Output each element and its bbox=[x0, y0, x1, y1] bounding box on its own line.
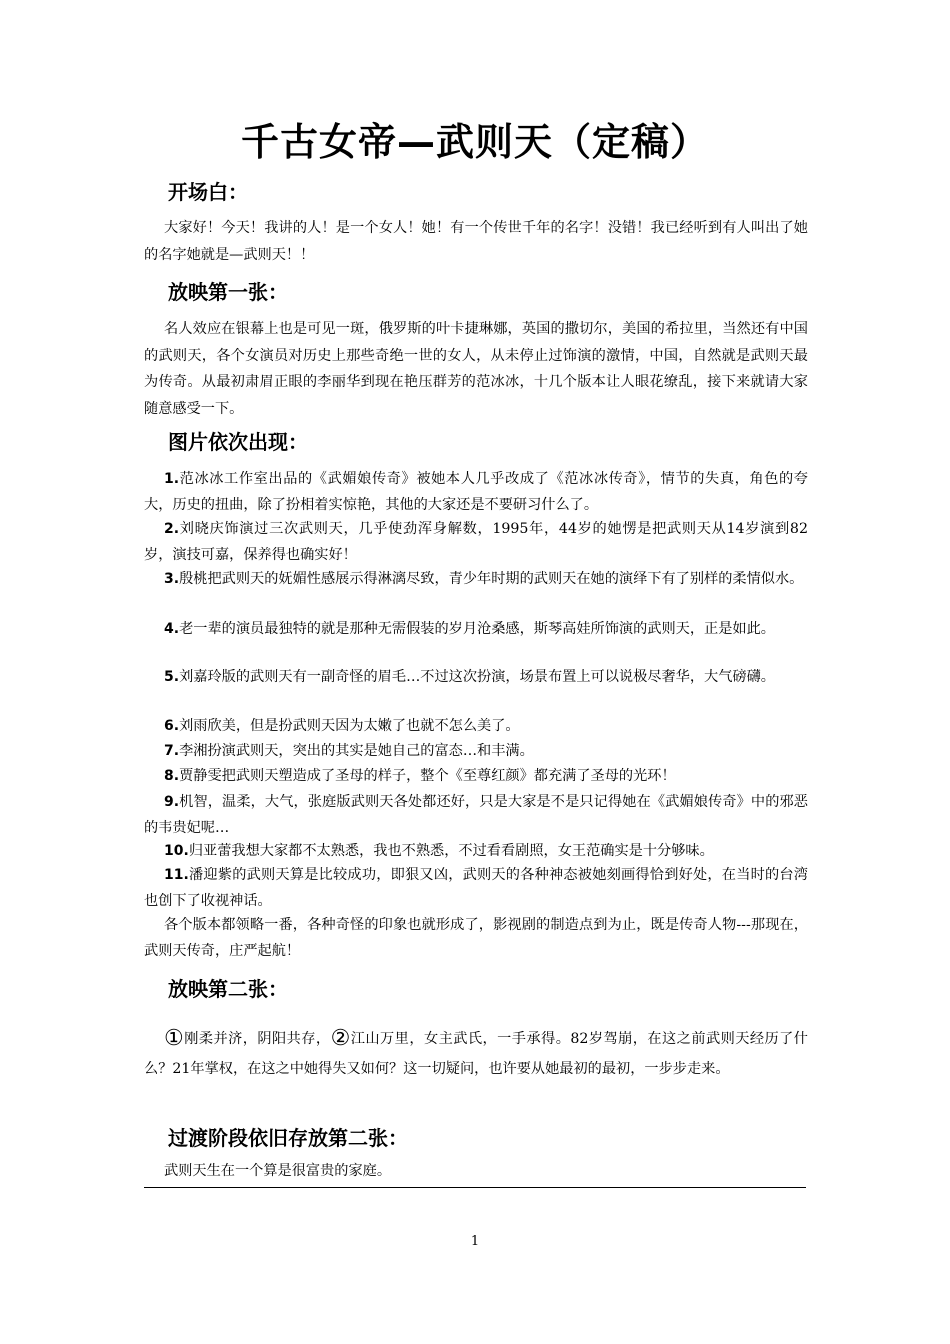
list-item-text: 殷桃把武则天的妩媚性感展示得淋漓尽致，青少年时期的武则天在她的演绎下有了别样的柔情似水。 bbox=[179, 571, 804, 587]
list-item-number: 11. bbox=[164, 867, 189, 883]
list-item-number: 1. bbox=[164, 471, 180, 487]
list-item-number: 9. bbox=[164, 794, 180, 810]
paragraph-slide2-part2: 江山万里，女主武氏，一手承得。82岁驾崩，在这之前武则天经历了什么？21年掌权，在这之中她得失又如何？这一切疑问，也许要从她最初的最初，一步步走来。 bbox=[144, 1031, 808, 1077]
list-item-7 bbox=[144, 738, 808, 764]
heading-pictures: 图片依次出现： bbox=[168, 430, 308, 454]
list-item-number: 10. bbox=[164, 843, 189, 859]
list-item-text: 刘晓庆饰演过三次武则天，几乎使劲浑身解数，1995年，44岁的她愣是把武则天从14岁演到82岁，演技可嘉，保养得也确实好！ bbox=[144, 521, 808, 563]
list-item-number: 4. bbox=[164, 621, 180, 637]
list-item-9 bbox=[144, 789, 808, 841]
list-item-2 bbox=[144, 516, 808, 568]
heading-slide1: 放映第一张： bbox=[168, 280, 288, 304]
page-number: 1 bbox=[470, 1234, 480, 1249]
circled-number-2: ② bbox=[330, 1026, 351, 1051]
list-item-8 bbox=[144, 763, 808, 789]
list-item-number: 3. bbox=[164, 571, 180, 587]
heading-slide2: 放映第二张： bbox=[168, 977, 288, 1001]
list-item-text: 范冰冰工作室出品的《武媚娘传奇》被她本人几乎改成了《范冰冰传奇》，情节的失真，角色的夸大，历史的扭曲，除了扮相着实惊艳，其他的大家还是不要研习什么了。 bbox=[144, 471, 808, 513]
document-title: 千古女帝—武则天（定稿） bbox=[240, 120, 709, 164]
list-item-text: 归亚蕾我想大家都不太熟悉，我也不熟悉，不过看看剧照，女王范确实是十分够味。 bbox=[188, 843, 714, 859]
list-item-10 bbox=[144, 838, 808, 864]
paragraph-slide1: 名人效应在银幕上也是可见一斑，俄罗斯的叶卡捷琳娜，英国的撒切尔，美国的希拉里，当然还有中国的武则天，各个女演员对历史上那些奇绝一世的女人，从未停止过饰演的激情，中国，自然就是武则天最为传奇。从最初肃眉正眼的李丽华到现在艳压群芳的范冰冰，十几个版本让人眼花缭乱，接下来就请大家随意感受一下。 bbox=[144, 321, 808, 417]
list-item-text: 机智，温柔，大气，张庭版武则天各处都还好，只是大家是不是只记得她在《武媚娘传奇》中的邪恶的韦贵妃呢… bbox=[144, 794, 808, 836]
list-item-number: 5. bbox=[164, 669, 180, 685]
paragraph-pictures-summary: 各个版本都领略一番，各种奇怪的印象也就形成了，影视剧的制造点到为止，既是传奇人物---那现在，武则天传奇，庄严起航！ bbox=[144, 917, 808, 959]
list-item-text: 李湘扮演武则天，突出的其实是她自己的富态…和丰满。 bbox=[179, 743, 534, 759]
list-item-text: 贾静雯把武则天塑造成了圣母的样子，整个《至尊红颜》都充满了圣母的光环！ bbox=[179, 768, 676, 784]
list-item-number: 6. bbox=[164, 718, 180, 734]
list-item-6 bbox=[144, 713, 808, 739]
paragraph-slide2 bbox=[144, 1024, 808, 1084]
list-item-1 bbox=[144, 466, 808, 518]
paragraph-transition: 武则天生在一个算是很富贵的家庭。 bbox=[164, 1163, 392, 1179]
list-item-text: 潘迎紫的武则天算是比较成功，即狠又凶，武则天的各种神态被她刻画得恰到好处，在当时的台湾也创下了收视神话。 bbox=[144, 867, 808, 909]
paragraph-opening: 大家好！今天！我讲的人！是一个女人！她！有一个传世千年的名字！没错！我已经听到有人叫出了她的名字她就是—武则天！！ bbox=[144, 220, 808, 263]
list-item-5 bbox=[144, 664, 808, 690]
footer-divider bbox=[144, 1187, 806, 1188]
list-item-4 bbox=[144, 616, 808, 642]
list-item-text: 刘雨欣美，但是扮武则天因为太嫩了也就不怎么美了。 bbox=[179, 718, 520, 734]
list-item-11 bbox=[144, 862, 808, 914]
list-item-text: 老一辈的演员最独特的就是那种无需假装的岁月沧桑感，斯琴高娃所饰演的武则天，正是如此。 bbox=[179, 621, 775, 637]
circled-number-1: ① bbox=[164, 1026, 185, 1051]
list-item-3 bbox=[144, 566, 808, 592]
list-item-number: 7. bbox=[164, 743, 180, 759]
heading-opening: 开场白： bbox=[168, 180, 248, 204]
list-item-number: 2. bbox=[164, 521, 180, 537]
paragraph-slide2-part1: 刚柔并济，阴阳共存， bbox=[184, 1031, 331, 1047]
list-item-number: 8. bbox=[164, 768, 180, 784]
list-item-text: 刘嘉玲版的武则天有一副奇怪的眉毛…不过这次扮演，场景布置上可以说极尽奢华，大气磅礴。 bbox=[179, 669, 775, 685]
heading-transition: 过渡阶段依旧存放第二张： bbox=[168, 1126, 408, 1150]
